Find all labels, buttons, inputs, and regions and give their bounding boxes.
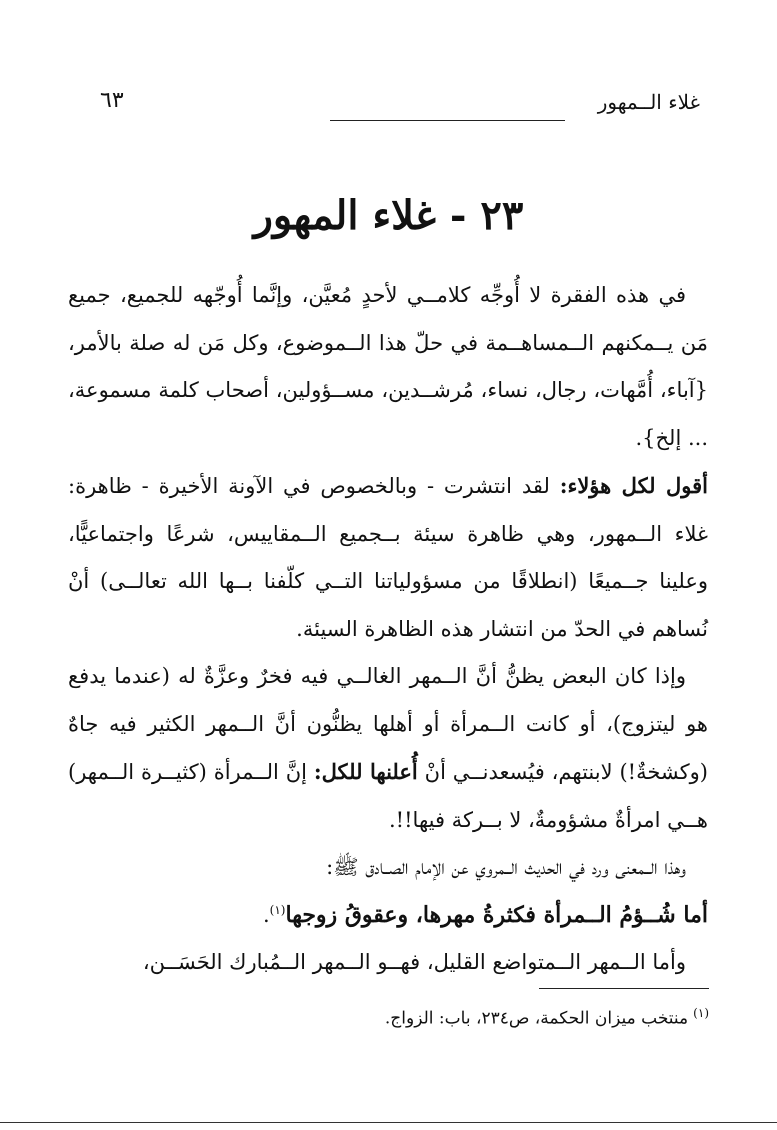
paragraph-3-text-b: إنَّ الــمرأة (كثيــرة الــمهر) هــي امرأةٌ مشؤومةٌ، لا بــركة فيها!!. <box>68 760 708 832</box>
paragraph-3-emphasis: أُعلنها للكل: <box>313 759 418 784</box>
page-header <box>100 88 700 128</box>
running-title: غلاء الــمهور <box>597 90 700 114</box>
paragraph-4: وهذا الــمعنى ورد في الحديث الــمروي عن الإمام الصــادق ﷺ: <box>326 855 686 879</box>
hadith-quote-end: . <box>262 902 270 927</box>
footnote-rule <box>539 988 709 989</box>
paragraph-2 <box>68 462 708 653</box>
paragraph-5: وأما الــمهر الــمتواضع القليل، فهــو الــمهر الــمُبارك الحَسَــن، <box>142 950 686 974</box>
page-number: ٦٣ <box>100 88 124 113</box>
page-bottom-rule <box>0 1122 777 1123</box>
chapter-title: ٢٣ - غلاء المهور <box>253 192 524 239</box>
footnote-reference: (١) <box>269 902 286 917</box>
paragraph-2-text: لقد انتشرت - وبالخصوص في الآونة الأخيرة - ظاهرة: غلاء الــمهور، وهي ظاهرة سيئة بــجميع الــمقاييس، شرعًا واجتماعيًّا، وعلينا جــميعًا (انطلاقًا من مسؤولياتنا التــي كلّفنا بــها الله تعالــى) أنْ نُساهم في الحدّ من انتشار هذه الظاهرة السيئة. <box>68 474 708 641</box>
paragraph-3 <box>68 653 708 844</box>
footnote-marker: (١) <box>693 1006 709 1020</box>
body-text <box>68 272 708 987</box>
hadith-quote <box>68 892 708 940</box>
header-rule <box>330 120 565 121</box>
paragraph-1: في هذه الفقرة لا أُوجِّه كلامــي لأحدٍ مُعيَّن، وإنَّما أُوجّهه للجميع، جميع مَن يــمكنهم الــمساهــمة في حلّ هذا الــموضوع، وكل مَن له صلة بالأمر، {آباء، أُمَّهات، رجال، نساء، مُرشــدين، مســؤولين، أصحاب كلمة مسموعة، ... إلخ}. <box>68 283 708 450</box>
paragraph-2-lead: أقول لكل هؤلاء: <box>559 473 709 498</box>
footnote-text: منتخب ميزان الحكمة، ص٢٣٤، باب: الزواج. <box>384 1008 689 1029</box>
footnote <box>69 1006 709 1029</box>
paragraph-3-text-a: وإذا كان البعض يظنُّ أنَّ الــمهر الغالــي فيه فخرٌ وعزَّةٌ له (عندما يدفع هو ليتزوج)، أو كانت الــمرأة أو أهلها يظنُّون أنَّ الــمهر الكثير فيه جاهٌ (وكشخةٌ!) لابنتهم، فيُسعدنــي أنْ <box>68 664 708 784</box>
hadith-quote-text: أما شُــؤمُ الــمرأة فكثرةُ مهرها، وعقوقُ زوجها <box>285 901 708 928</box>
